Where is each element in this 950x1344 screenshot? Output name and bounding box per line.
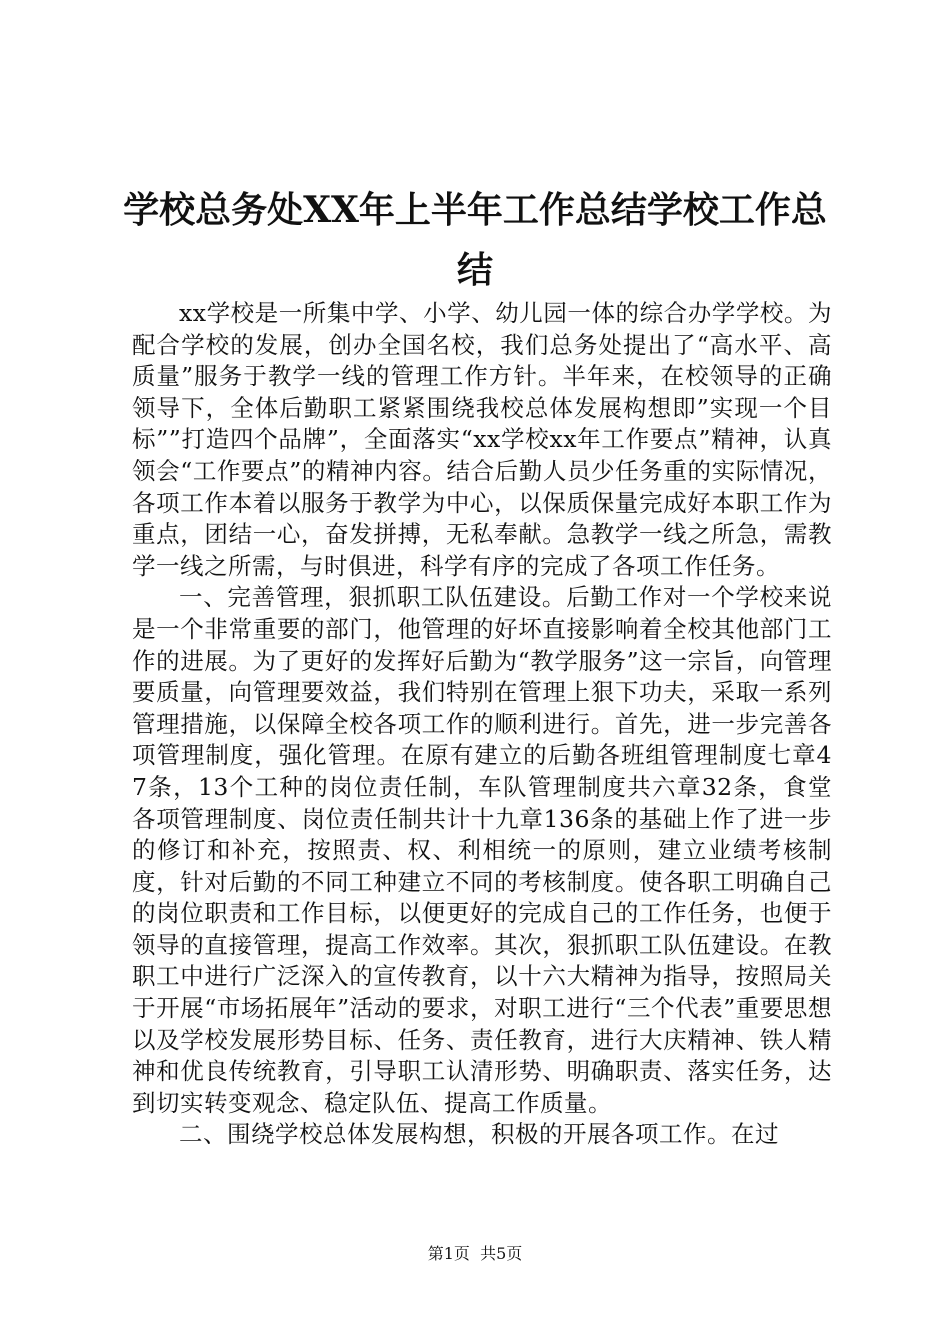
page-number: 第1页 xyxy=(427,1244,470,1263)
paragraph-intro: xx学校是一所集中学、小学、幼儿园一体的综合办学学校。为配合学校的发展，创办全国名校，我们总务处提出了“高水平、高质量”服务于教学一线的管理工作方针。半年来，在校领导的正确领导下，全体后勤职工紧紧围绕我校总体发展构想即”实现一个目标””打造四个品牌”，全面落实“xx学校xx年工作要点”精神，认真领会“工作要点”的精神内容。结合后勤人员少任务重的实际情况，各项工作本着以服务于教学为中心，以保质保量完成好本职工作为重点，团结一心，奋发拼搏，无私奉献。急教学一线之所急，需教学一线之所需，与时俱进，科学有序的完成了各项工作任务。 xyxy=(132,299,832,580)
page-total: 共5页 xyxy=(480,1244,523,1263)
paragraph-section-two: 二、围绕学校总体发展构想，积极的开展各项工作。在过 xyxy=(179,1120,779,1149)
document-body xyxy=(132,298,832,1151)
document-title-line1: 学校总务处XX年上半年工作总结学校工作总 xyxy=(123,189,827,231)
paragraph-section-one: 一、完善管理，狠抓职工队伍建设。后勤工作对一个学校来说是一个非常重要的部门，他管理的好坏直接影响着全校其他部门工作的进展。为了更好的发挥好后勤为“教学服务”这一宗旨，向管理要质量，向管理要效益，我们特别在管理上狠下功夫，采取一系列管理措施，以保障全校各项工作的顺利进行。首先，进一步完善各项管理制度，强化管理。在原有建立的后勤各班组管理制度七章47条，13个工种的岗位责任制，车队管理制度共六章32条，食堂各项管理制度、岗位责任制共计十九章136条的基础上作了进一步的修订和补充，按照责、权、利相统一的原则，建立业绩考核制度，针对后勤的不同工种建立不同的考核制度。使各职工明确自己的岗位职责和工作目标，以便更好的完成自己的工作任务，也便于领导的直接管理，提高工作效率。其次，狠抓职工队伍建设。在教职工中进行广泛深入的宣传教育，以十六大精神为指导，按照局关于开展“市场拓展年”活动的要求，对职工进行“三个代表”重要思想以及学校发展形势目标、任务、责任教育，进行大庆精神、铁人精神和优良传统教育，引导职工认清形势、明确职责、落实任务，达到切实转变观念、稳定队伍、提高工作质量。 xyxy=(132,583,832,1117)
document-title-line2: 结 xyxy=(456,249,493,291)
page-footer xyxy=(0,1244,950,1264)
